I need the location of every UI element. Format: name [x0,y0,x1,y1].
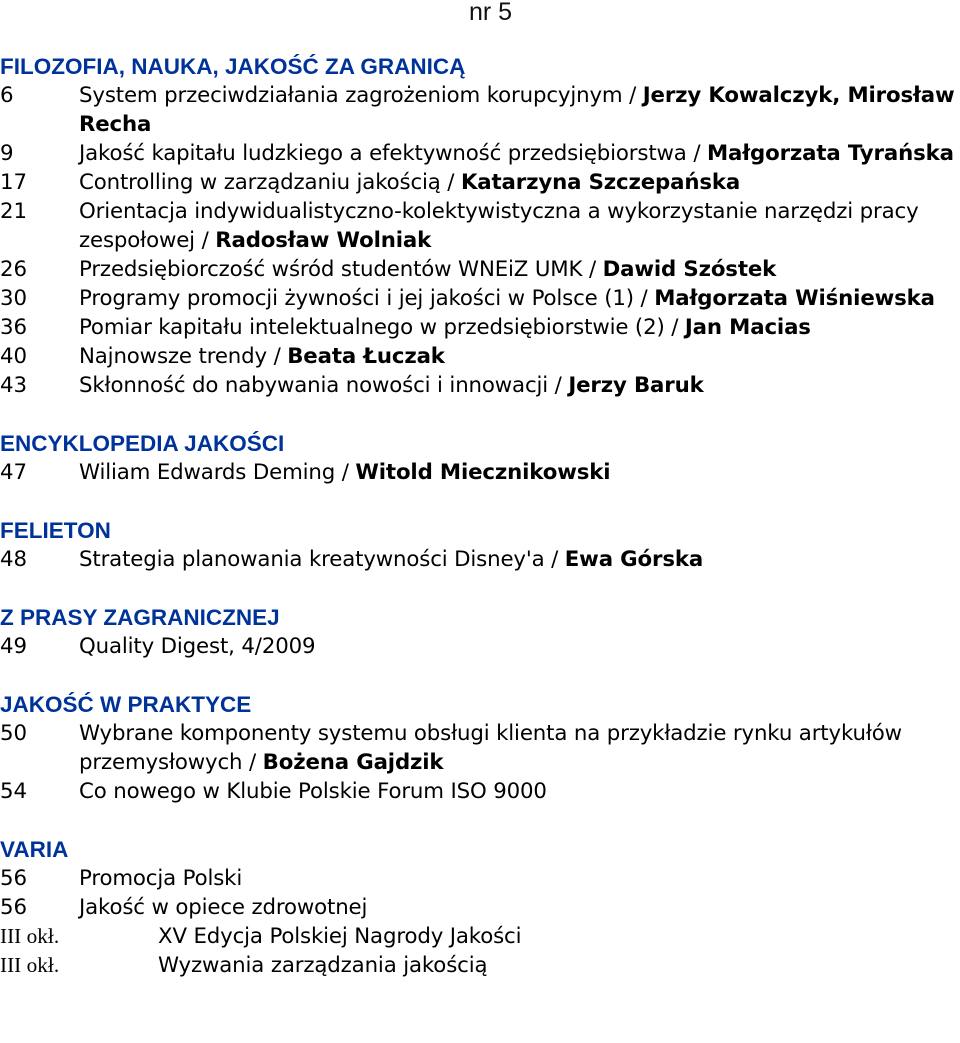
page-number: 17 [0,170,28,195]
entry-text [79,893,960,922]
toc-entry [0,139,960,168]
page-number: 36 [0,315,28,340]
page-number: III okł. [0,953,60,977]
article-title: Jakość kapitału ludzkiego a efektywność przedsiębiorstwa / [79,141,707,166]
entry-text [79,632,960,661]
entry-text [79,864,960,893]
entry-text [79,313,960,342]
article-title: XV Edycja Polskiej Nagrody Jakości [158,924,522,949]
toc-entry [0,197,960,255]
article-author: Jerzy Baruk [568,373,704,398]
article-title: Przedsiębiorczość wśród studentów WNEiZ UMK / [79,257,603,282]
entry-text [79,139,960,168]
article-title: Najnowsze trendy / [79,344,288,369]
toc-entry [0,632,960,661]
article-title: Wyzwania zarządzania jakością [158,953,488,978]
page-number: 21 [0,199,28,224]
toc-section [0,429,960,487]
section-heading: ENCYKLOPEDIA JAKOŚCI [0,431,285,456]
article-title: Pomiar kapitału intelektualnego w przedsiębiorstwie (2) / [79,315,685,340]
article-author: Beata Łuczak [287,344,445,369]
toc-entry [0,255,960,284]
page-number: 49 [0,634,28,659]
toc-entry [0,81,960,139]
article-author: Jerzy Kowalczyk, Mirosław Recha [79,83,955,137]
page-number: 40 [0,344,28,369]
entry-text [79,342,960,371]
page-number: 50 [0,721,28,746]
section-heading: Z PRASY ZAGRANICZNEJ [0,605,280,630]
article-title: System przeciwdziałania zagrożeniom korupcyjnym / [79,83,643,108]
article-author: Ewa Górska [564,547,704,572]
article-author: Dawid Szóstek [602,257,777,282]
toc-entry [0,545,960,574]
section-heading: VARIA [0,837,69,862]
table-of-contents [0,52,960,1009]
entry-text [79,371,960,400]
article-author: Witold Miecznikowski [355,460,611,485]
toc-entry [0,284,960,313]
article-author: Małgorzata Tyrańska [706,141,954,166]
article-title: Quality Digest, 4/2009 [79,634,316,659]
page-number: 47 [0,460,28,485]
article-title: Wiliam Edwards Deming / [79,460,356,485]
entry-text [79,284,960,313]
page-number: 6 [0,83,14,108]
entry-text [79,81,960,139]
toc-entry [0,342,960,371]
toc-entry [0,951,960,980]
article-title: Strategia planowania kreatywności Disney'a / [79,547,565,572]
page-number: 30 [0,286,28,311]
toc-section [0,690,960,806]
page-number: 43 [0,373,28,398]
page-number: 56 [0,866,28,891]
page-number: 48 [0,547,28,572]
toc-entry [0,371,960,400]
toc-section [0,52,960,400]
section-heading: FILOZOFIA, NAUKA, JAKOŚĆ ZA GRANICĄ [0,54,466,79]
article-author: Jan Macias [684,315,811,340]
article-title: Skłonność do nabywania nowości i innowacji / [79,373,569,398]
entry-text [158,951,960,980]
toc-section [0,835,960,980]
article-title: Jakość w opiece zdrowotnej [79,895,368,920]
entry-text [79,458,960,487]
article-title: Wybrane komponenty systemu obsługi klienta na przykładzie rynku artykułów przemysłowych / [79,721,902,775]
entry-text [79,168,960,197]
article-author: Radosław Wolniak [215,228,432,253]
toc-entry [0,864,960,893]
entry-text [79,719,960,777]
section-heading: FELIETON [0,518,111,543]
entry-text [79,197,960,255]
toc-entry [0,777,960,806]
toc-entry [0,458,960,487]
toc-entry [0,922,960,951]
article-title: Orientacja indywidualistyczno-kolektywistyczna a wykorzystanie narzędzi pracy zespołowej / [79,199,919,253]
page-number: 54 [0,779,28,804]
article-author: Małgorzata Wiśniewska [654,286,935,311]
entry-text [79,777,960,806]
page-number: 56 [0,895,28,920]
toc-entry [0,168,960,197]
toc-section [0,603,960,661]
page-number: 26 [0,257,28,282]
issue-number: nr 5 [469,0,513,26]
article-title: Co nowego w Klubie Polskie Forum ISO 9000 [79,779,547,804]
article-author: Katarzyna Szczepańska [460,170,741,195]
page-number: III okł. [0,924,60,948]
entry-text [79,545,960,574]
toc-entry [0,893,960,922]
section-heading: JAKOŚĆ W PRAKTYCE [0,692,252,717]
article-title: Promocja Polski [79,866,243,891]
entry-text [79,255,960,284]
entry-text [158,922,960,951]
toc-entry [0,313,960,342]
article-title: Programy promocji żywności i jej jakości w Polsce (1) / [79,286,655,311]
toc-section [0,516,960,574]
page-number: 9 [0,141,14,166]
toc-entry [0,719,960,777]
article-author: Bożena Gajdzik [262,750,444,775]
article-title: Controlling w zarządzaniu jakością / [79,170,461,195]
